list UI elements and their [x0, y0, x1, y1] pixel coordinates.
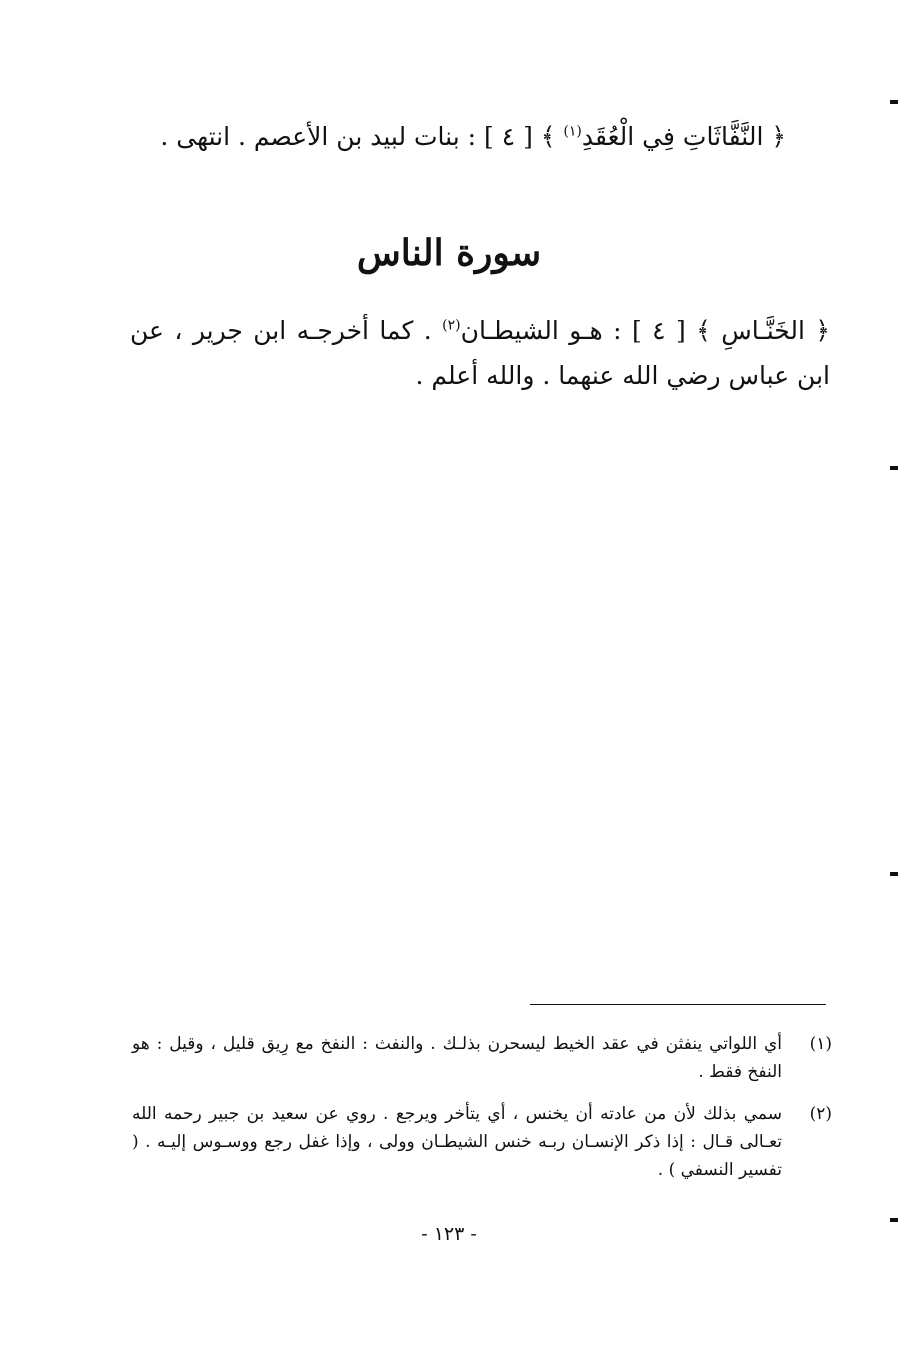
intro-line: [160, 120, 786, 154]
quran-quote: ﴿ النَّفَّاثَاتِ فِي الْعُقَدِ: [581, 122, 786, 151]
scan-edge-mark: [890, 100, 898, 104]
commentary-text: . كما أخرجـه ابن جرير ، عن ابن عباس رضي الله عنهما . والله أعلم .: [130, 316, 830, 390]
page-number: - ١٢٣ -: [421, 1223, 477, 1245]
commentary-text: ﴾ [ ٤ ] : بنات لبيد بن الأعصم . انتهى .: [160, 122, 556, 151]
scan-edge-mark: [890, 872, 898, 876]
quran-quote: ﴿ الخَنَّـاسِ ﴾ [ ٤ ] : هـو الشيطـان: [460, 316, 831, 345]
commentary-paragraph: [130, 308, 830, 398]
footnote: [132, 1100, 832, 1184]
scan-edge-mark: [890, 1218, 898, 1222]
footnote-reference[interactable]: (١): [563, 123, 582, 140]
footnote-text: سمي بذلك لأن من عادته أن يخنس ، أي يتأخر ويرجع . روي عن سعيد بن جبير رحمه الله تعـالى قـال : إذا ذكر الإنسـان ربـه خنس الشيطـان وولى ، وإذا غفل رجع ووسـوس إليـه . ( تفسير النسفي ) .: [132, 1104, 782, 1180]
footnote: [132, 1030, 832, 1086]
scan-edge-mark: [890, 466, 898, 470]
footnote-reference[interactable]: (٢): [442, 317, 461, 334]
footnote-number: (٢): [809, 1104, 832, 1124]
surah-title: سورة الناس: [356, 232, 542, 274]
footnote-text: أي اللواتي ينفثن في عقد الخيط ليسحرن بذلـك . والنفث : النفخ مع رِيق قليل ، وقيل : هو النفخ فقط .: [132, 1034, 782, 1082]
footnote-divider: [530, 1004, 826, 1005]
footnote-number: (١): [809, 1034, 832, 1054]
